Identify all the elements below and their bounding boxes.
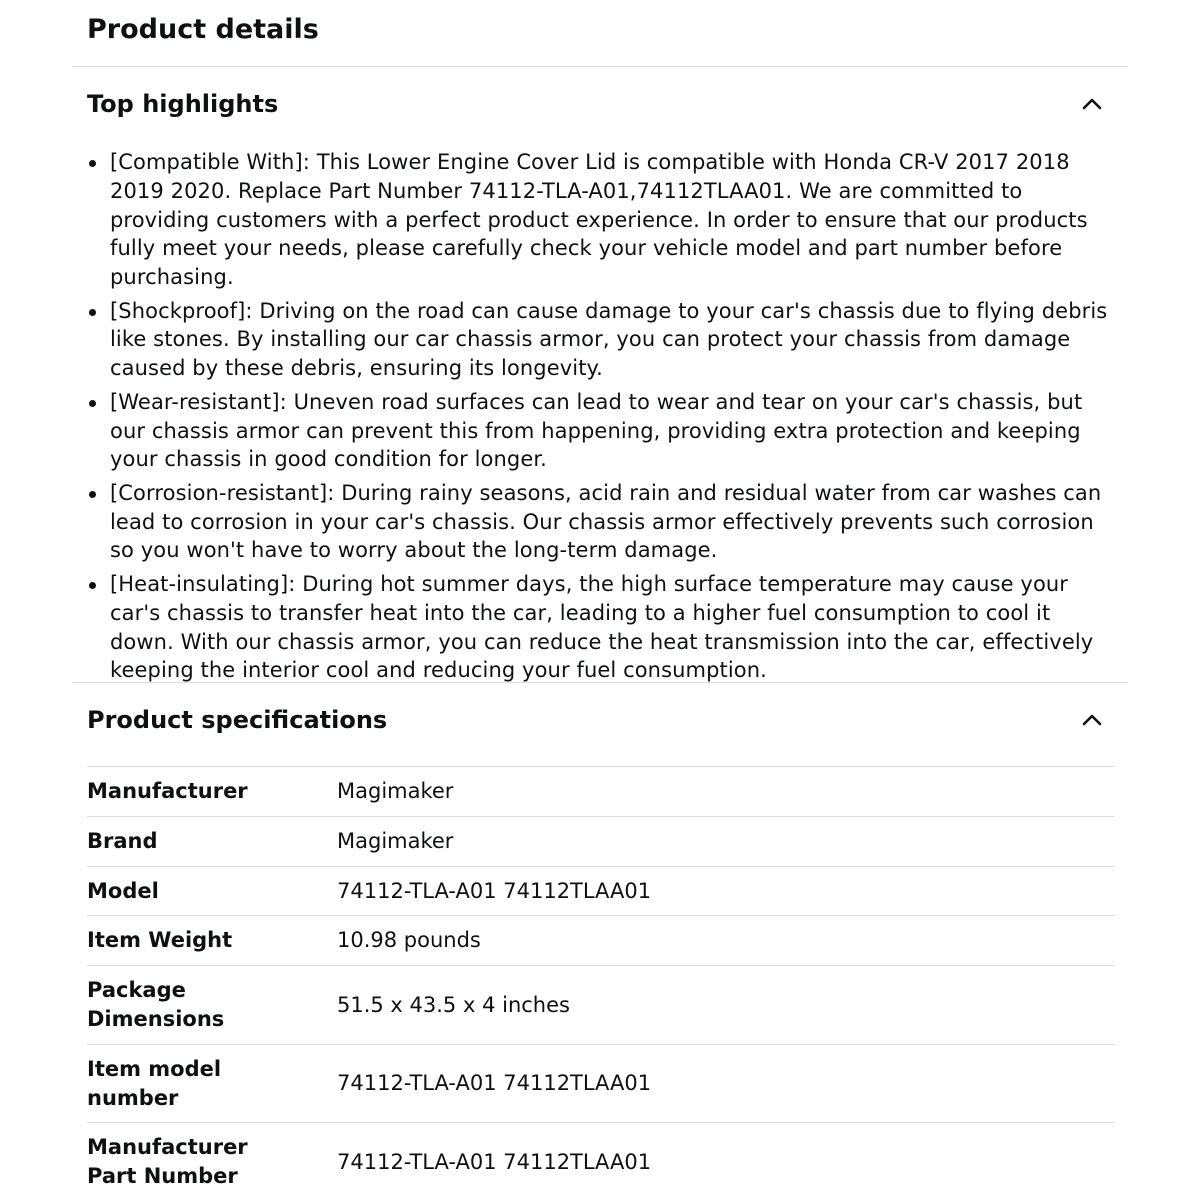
divider: [72, 66, 1128, 67]
spec-value: 51.5 x 43.5 x 4 inches: [337, 992, 570, 1017]
spec-value: 10.98 pounds: [337, 928, 481, 953]
list-item: [Shockproof]: Driving on the road can cause damage to your car's chassis due to flying debris like stones. By installing our car chassis armor, you can protect your chassis from damage caused by these debris, ensuring its longevity.: [87, 297, 1117, 383]
chevron-up-icon: [1076, 704, 1108, 736]
list-item: [Wear-resistant]: Uneven road surfaces can lead to wear and tear on your car's chassis, but our chassis armor can prevent this from happening, providing extra protection and keeping your chassis in good condition for longer.: [87, 388, 1117, 474]
table-row: [87, 916, 1115, 966]
top-highlights-collapse-button[interactable]: [1076, 88, 1108, 120]
spec-value: Magimaker: [337, 828, 454, 853]
list-item: [Compatible With]: This Lower Engine Cover Lid is compatible with Honda CR-V 2017 2018 2019 2020. Replace Part Number 74112-TLA-A01,74112TLAA01. We are committed to providing customers with a perfect product experience. In order to ensure that our products fully meet your needs, please carefully check your vehicle model and part number before purchasing.: [87, 148, 1117, 292]
list-item: [Corrosion-resistant]: During rainy seasons, acid rain and residual water from car washes can lead to corrosion in your car's chassis. Our chassis armor effectively prevents such corrosion so you won't have to worry about the long-term damage.: [87, 479, 1117, 565]
spec-key: Manufacturer Part Number: [87, 1135, 248, 1189]
table-row: [87, 1044, 1115, 1123]
product-specifications-collapse-button[interactable]: [1076, 704, 1108, 736]
specifications-table: [87, 766, 1115, 1200]
page-title: Product details: [87, 14, 319, 45]
product-specifications-header[interactable]: [72, 692, 1128, 748]
top-highlights-title: Top highlights: [87, 90, 279, 118]
table-row: [87, 866, 1115, 916]
spec-key: Manufacturer: [87, 779, 248, 803]
list-item: [Heat-insulating]: During hot summer days, the high surface temperature may cause your car's chassis to transfer heat into the car, leading to a higher fuel consumption to cool it down. With our chassis armor, you can reduce the heat transmission into the car, effectively keeping the interior cool and reducing your fuel consumption.: [87, 570, 1117, 685]
spec-key: Brand: [87, 828, 158, 853]
highlights-list: [87, 148, 1117, 690]
table-row: [87, 816, 1115, 866]
table-row: [87, 1123, 1115, 1200]
spec-value: 74112-TLA-A01 74112TLAA01: [337, 878, 652, 903]
top-highlights-header[interactable]: [72, 76, 1128, 132]
divider: [72, 682, 1128, 683]
spec-key: Model: [87, 878, 159, 903]
spec-key: Package Dimensions: [87, 978, 225, 1031]
spec-key: Item Weight: [87, 928, 233, 953]
spec-value: 74112-TLA-A01 74112TLAA01: [337, 1071, 652, 1096]
spec-value: Magimaker: [337, 779, 454, 803]
table-row: [87, 966, 1115, 1045]
product-specifications-title: Product specifications: [87, 706, 388, 734]
table-row: [87, 767, 1115, 817]
spec-value: 74112-TLA-A01 74112TLAA01: [337, 1149, 652, 1174]
spec-key: Item model number: [87, 1056, 222, 1110]
chevron-up-icon: [1076, 88, 1108, 120]
